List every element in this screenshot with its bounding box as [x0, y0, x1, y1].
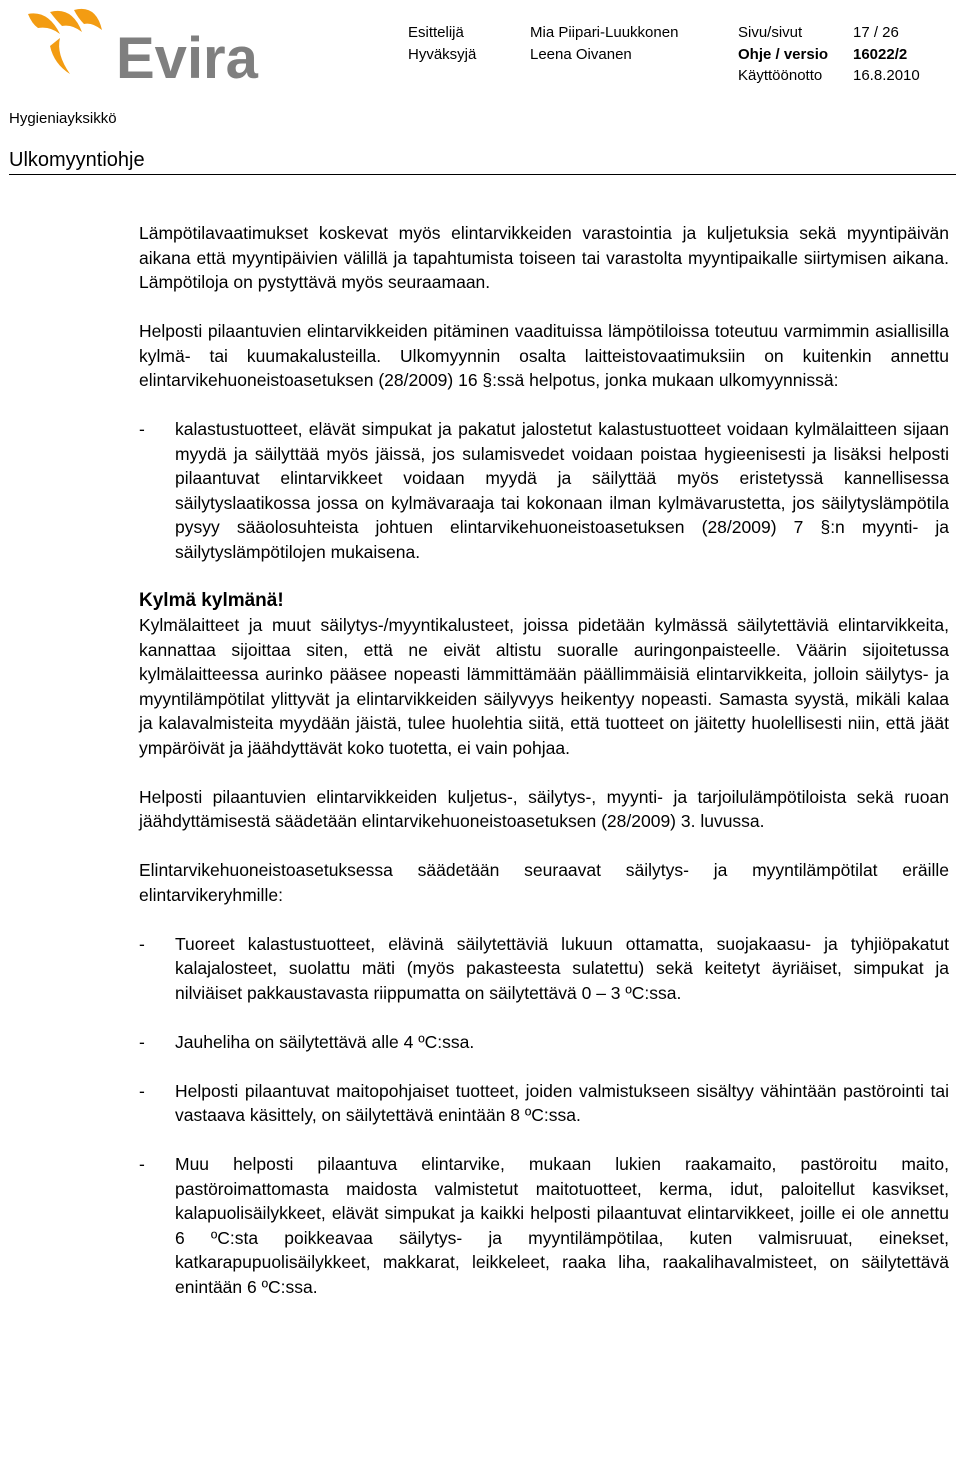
- section-heading: Kylmä kylmänä!: [139, 589, 284, 611]
- presenter-name: Mia Piipari-Luukkonen: [530, 24, 679, 41]
- paragraph-food-groups: Elintarvikehuoneistoasetuksessa säädetään seuraavat säilytys- ja myyntilämpötilat eräille elintarvikeryhmille:: [139, 860, 949, 905]
- evira-logo: [20, 4, 280, 84]
- adoption-value: 16.8.2010: [853, 67, 920, 84]
- list-item: [139, 932, 949, 1006]
- list-item: [139, 417, 949, 564]
- adoption-label: Käyttöönotto: [738, 67, 823, 84]
- paragraph-placement: Kylmälaitteet ja muut säilytys-/myyntikalusteet, joissa pidetään kylmässä säilytettäviä elintarvikkeita, kannattaa sijoittaa siten, että ne eivät altistu suoralle auringonpaisteelle. Väärin sijoitetussa kylmälaitteessa aurinko pääsee nopeasti lämmittämään päällimmäisiä elintarvikkeita, jolloin säilytys- ja myyntilämpötilat ylittyvät ja elintarvikkeiden säilyvyys heikentyy nopeasti. Samasta syystä, mikäli kalaa ja kalavalmisteita myydään jäistä, tulee huolehtia siitä, että tuotteet on jäitetty huolellisesti niin, että jäät ympäröivät ja jäähdyttävät koko tuotetta, ei vain pohjaa.: [139, 615, 949, 758]
- paragraph-temperature-requirements: Lämpötilavaatimukset koskevat myös elintarvikkeiden varastointia ja kuljetuksia sekä myyntipäivän aikana että myyntipäivien välillä ja tapahtumista toiseen tai varastolta myyntipaikalle siirtymisen aikana. Lämpötiloja on pystyttävä myös seuraamaan.: [139, 223, 949, 292]
- approver-name: Leena Oivanen: [530, 46, 632, 63]
- presenter-label: Esittelijä: [408, 24, 464, 41]
- list-dash: -: [139, 419, 145, 439]
- list-item-text: kalastustuotteet, elävät simpukat ja pakatut jalostetut kalastustuotteet voidaan kylmälaitteen sijaan myydä ja säilyttää myös jäissä, jos sulamisvedet voidaan poistaa hygieenisesti ja lisäksi helposti pilaantuvat elintarvikkeet voidaan myydä ja säilyttää myös eristetyssä kannellisessa säilytyslaatikossa jossa on kylmävaraaja tai kokonaan ilman kylmävarustetta, jos säilytyslämpötila pysyy sääolosuhteista johtuen elintarvikehuoneistoasetuksen (28/2009) 7 §:n myynti- ja säilytyslämpötilojen mukaisena.: [175, 419, 949, 562]
- list-item-text: Jauheliha on säilytettävä alle 4 ºC:ssa.: [175, 1031, 475, 1052]
- list-item: [139, 1030, 949, 1055]
- header-divider: [9, 174, 956, 175]
- list-dash: -: [139, 933, 145, 954]
- page-label: Sivu/sivut: [738, 24, 803, 41]
- guide-label: Ohje / versio: [738, 46, 829, 63]
- unit-name: Hygieniayksikkö: [9, 110, 117, 127]
- list-item-text: Helposti pilaantuvat maitopohjaiset tuotteet, joiden valmistukseen sisältyy vähintään pastörointi tai vastaava käsittely, on säilytettävä enintään 8 ºC:ssa.: [175, 1080, 949, 1125]
- list-item-text: Muu helposti pilaantuva elintarvike, mukaan lukien raakamaito, pastöroitu maito, pastöroimattomasta maidosta valmistetut maitotuotteet, kerma, idut, paloitellut kasvikset, kalapuolisäilykkeet, elävät simpukat ja kaikki helposti pilaantuvat elintarvikkeet, joille ei ole annettu 6 ºC:sta poikkeavaa säilytys- ja myyntilämpötilaa, kuten valmisruuat, einekset, katkarapupuolisäilykkeet, makkarat, leikkeleet, raaka liha, raakalihavalmisteet, on säilytettävä enintään 6 ºC:ssa.: [175, 1154, 949, 1297]
- paragraph-regulation: Helposti pilaantuvien elintarvikkeiden kuljetus-, säilytys-, myynti- ja tarjoilulämpötiloista sekä ruoan jäähdyttämisestä säädetään elintarvikehuoneistoasetuksen (28/2009) 3. luvussa.: [139, 786, 949, 831]
- logo-swoosh-icon: [28, 9, 102, 74]
- list-dash: -: [139, 1154, 145, 1174]
- approver-label: Hyväksyjä: [408, 46, 477, 63]
- guide-value: 16022/2: [853, 46, 908, 63]
- page-value: 17 / 26: [853, 24, 899, 41]
- list-dash: -: [139, 1031, 145, 1052]
- logo-wordmark: Evira: [116, 26, 258, 84]
- document-title: Ulkomyyntiohje: [9, 149, 145, 171]
- list-item-text: Tuoreet kalastustuotteet, elävinä säilytettäviä lukuun ottamatta, suojakaasu- ja tyhjiöpakatut kalajalosteet, suolattu mäti (myös pakasteesta sulatettu) sekä keitetyt äyriäiset, simpukat ja nilviäiset pakkaustavasta riippumatta on säilytettävä 0 – 3 ºC:ssa.: [175, 933, 949, 1003]
- list-item: [139, 1152, 949, 1299]
- list-item: [139, 1079, 949, 1128]
- paragraph-outdoor-sales-relief: Helposti pilaantuvien elintarvikkeiden pitäminen vaadituissa lämpötiloissa toteutuu varmimmin asiallisilla kylmä- tai kuumakalusteilla. Ulkomyynnin osalta laitteistovaatimuksiin on kuitenkin annettu elintarvikehuoneistoasetuksen (28/2009) 16 §:ssä helpotus, jonka mukaan ulkomyynnissä:: [139, 321, 949, 390]
- list-dash: -: [139, 1080, 145, 1101]
- document-body: [139, 221, 949, 1299]
